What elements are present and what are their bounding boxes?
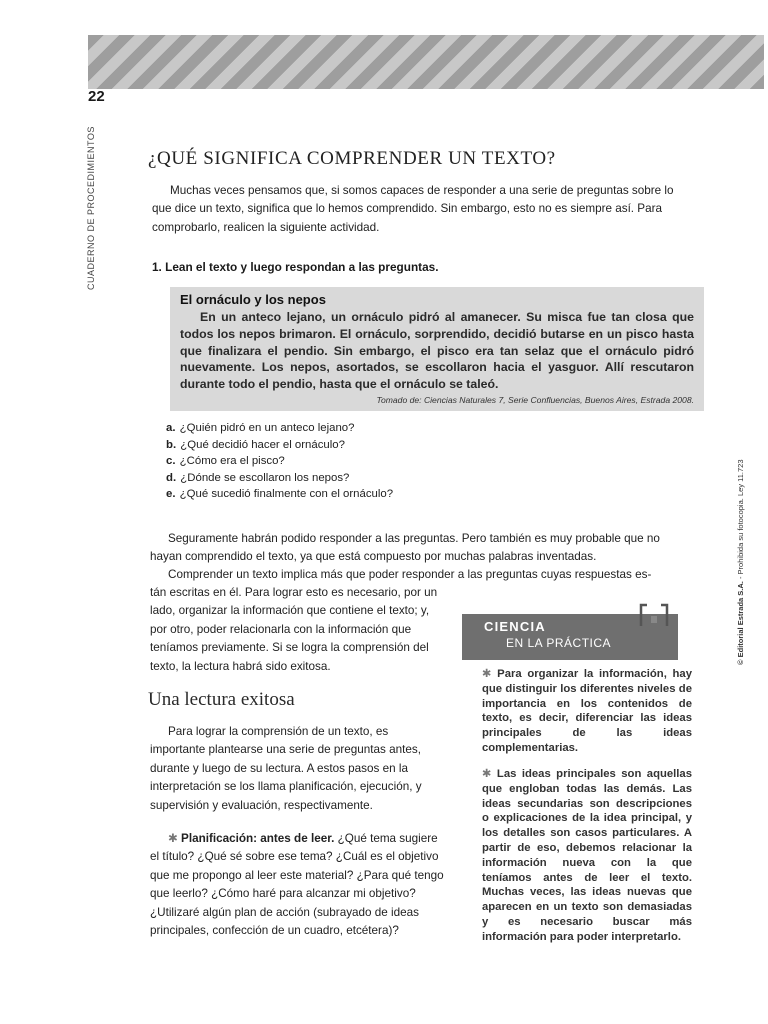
publisher-label: © Editorial Estrada S.A. [736,581,745,665]
section-subtitle: Una lectura exitosa [148,689,295,710]
reading-body: En un anteco lejano, un ornáculo pidró al amanecer. Su misca fue tan closa que todos los nepos brimaron. El ornáculo, sorprendido, decidió butarse en un pisco hasta que finalizara el pendio. Sin embargo, el pisco era tan selaz que el ornáculo pidró nuevamente. Los nepos, asortados, se escollaron hacia el yasguor. Allí rescutaron durante todo el pendio, hasta que el ornáculo se taleó. [180,310,694,392]
paragraph-4: Para lograr la comprensión de un texto, es importante plantearse una serie de preguntas antes, durante y luego de su lectura. A estos pasos en la interpretación se los llama planificación, ejecución, y supervisión y evaluación, respectivamente. [150,725,422,812]
sidebar-item-2 [482,767,692,945]
question-letter: b. [166,438,177,451]
planning-heading: Planificación: antes de leer. [181,832,335,845]
reading-source: Tomado de: Ciencias Naturales 7, Serie Confluencias, Buenos Aires, Estrada 2008. [376,394,694,405]
asterisk-icon: ✱ [168,832,178,845]
question-item [166,437,393,454]
paragraph-5 [150,830,446,940]
question-text: ¿Qué sucedió finalmente con el ornáculo? [179,488,394,501]
side-label-section: CUADERNO DE PROCEDIMIENTOS [86,126,96,290]
paragraph-3-first-line: Comprender un texto implica más que poder responder a las preguntas cuyas respuestas es- [168,568,652,581]
intro-paragraph: Muchas veces pensamos que, si somos capaces de responder a una serie de preguntas sobre lo que dice un texto, significa que lo hemos comprendido. Sin embargo, esto no es siempre así. Para comprobarlo, realicen la siguiente actividad. [152,184,674,234]
question-letter: e. [166,488,176,501]
question-letter: d. [166,471,177,484]
question-text: ¿Quién pidró en un anteco lejano? [179,422,355,434]
asterisk-icon: ✱ [482,768,492,780]
planning-text: ¿Qué tema sugiere el título? ¿Qué sé sobre ese tema? ¿Cuál es el objetivo que me propongo al leer este material? ¿Para qué tengo que leerlo? ¿Cómo haré para alcanzar mi objetivo? ¿Utilizaré algún plan de acción (subrayado de ideas principales, confección de un cuadro, etcétera)? [150,832,444,938]
side-label-copyright [736,460,745,666]
question-item [166,453,393,470]
sidebar-header-subtitle: EN LA PRÁCTICA [506,636,612,650]
question-text: ¿Dónde se escollaron los nepos? [180,471,350,484]
question-letter: a. [166,422,176,434]
page-title: ¿QUÉ SIGNIFICA COMPRENDER UN TEXTO? [148,148,556,169]
page-number: 22 [88,88,105,105]
asterisk-icon: ✱ [482,668,492,680]
question-item [166,420,393,437]
question-item [166,486,393,503]
reading-box [170,287,704,411]
copyright-notice: - Prohibida su fotocopia. Ley 11.723 [736,459,745,582]
paragraph-3-rest: tán escritas en él. Para lograr esto es necesario, por un lado, organizar la información que contiene el texto; y, por otro, poder relacionarla con la información que teníamos previamente. Si se logra la comprensión del texto, la lectura habrá sido exitosa. [150,586,438,673]
reading-title: El ornáculo y los nepos [180,292,326,307]
question-list [166,420,393,503]
paragraph-2: Seguramente habrán podido responder a las preguntas. Pero también es muy probable que no hayan comprendido el texto, ya que está compuesto por muchas palabras inventadas. [150,532,660,564]
sidebar-item-1 [482,667,692,756]
sidebar-item-1-text: Para organizar la información, hay que distinguir los diferentes niveles de importancia en los contenidos de texto, es decir, diferenciar las ideas principales de las ideas complementarias. [482,668,692,754]
question-item [166,470,393,487]
question-letter: c. [166,455,176,468]
sidebar-item-2-text: Las ideas principales son aquellas que engloban todas las demás. Las ideas secundarias son descripciones o explicaciones de la idea principal, y los detalles son casos particulares. A partir de eso, debemos relacionar la información nueva con la que teníamos antes de leer el texto. Muchas veces, las ideas nuevas que aparecen en un texto son demasiadas y es necesario buscar más información para poder interpretarlo. [482,768,692,943]
activity-instruction: 1. Lean el texto y luego respondan a las preguntas. [152,260,439,274]
header-stripe-band [88,35,764,89]
bracket-decoration-icon [638,602,670,632]
question-text: ¿Qué decidió hacer el ornáculo? [180,438,345,451]
question-text: ¿Cómo era el pisco? [179,455,285,468]
sidebar-header-title: CIENCIA [484,619,546,634]
